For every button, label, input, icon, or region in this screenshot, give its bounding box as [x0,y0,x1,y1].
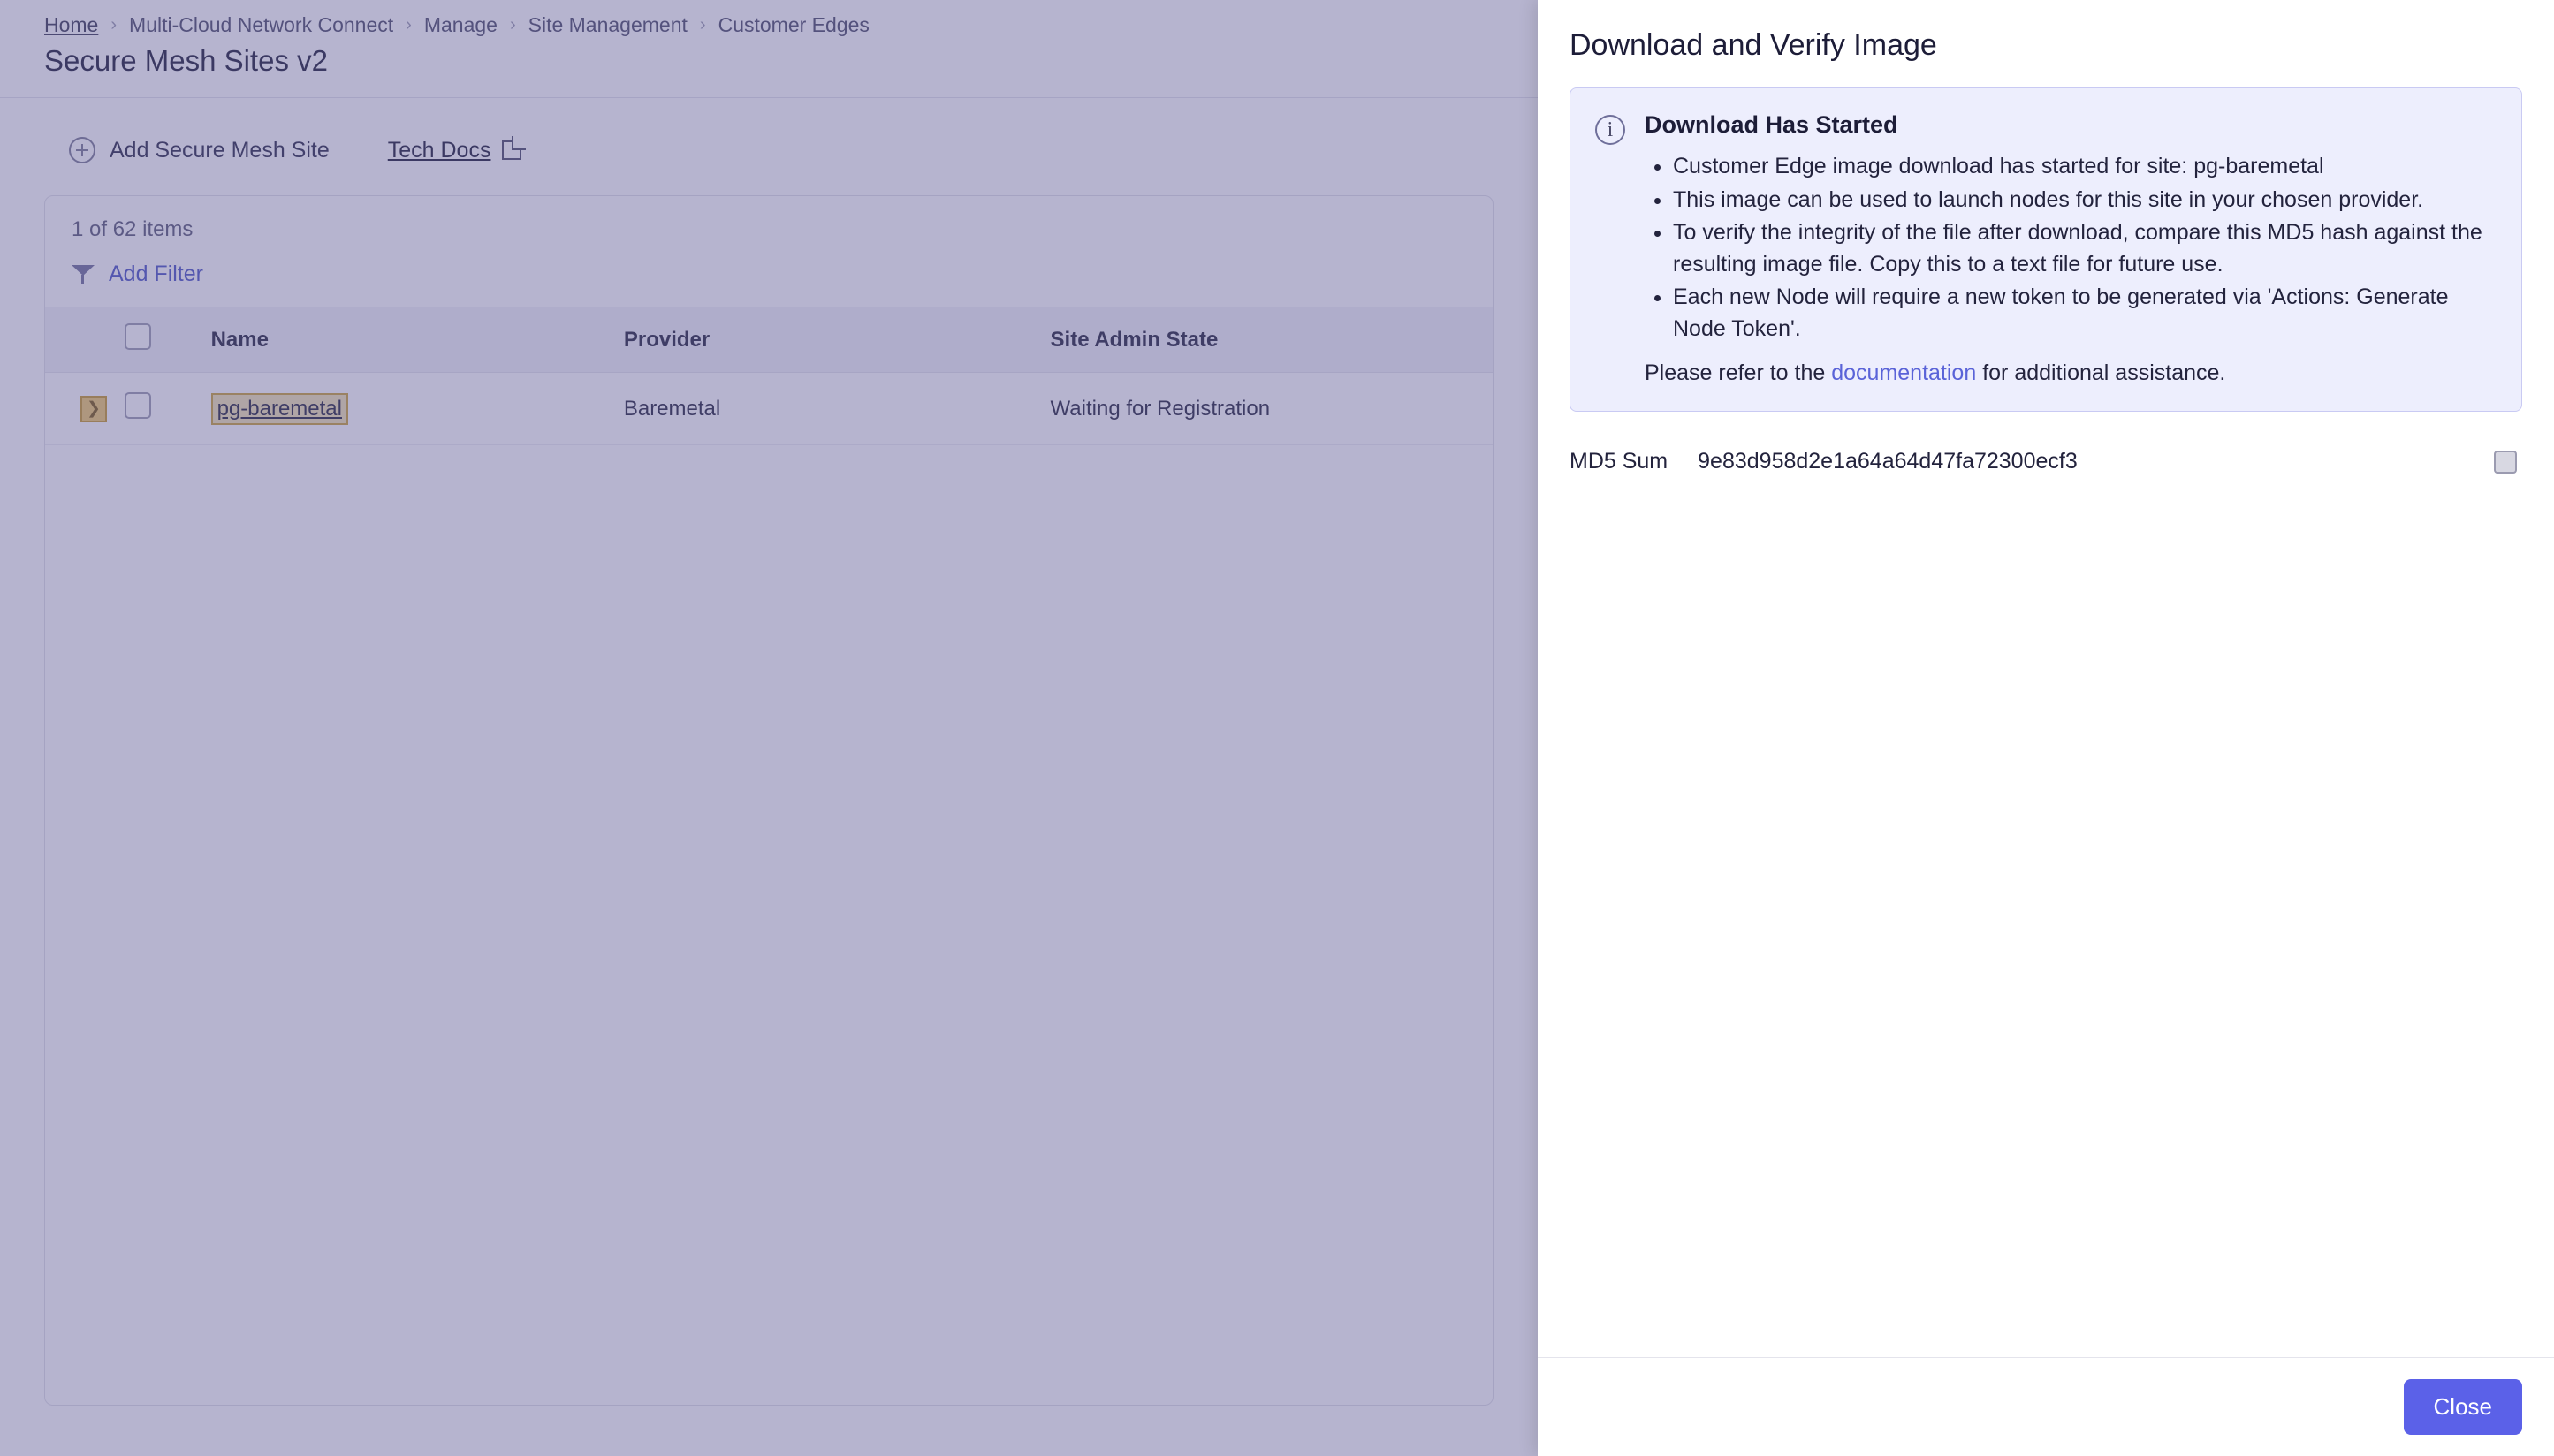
list-item: • This image can be used to launch nodes for this site in your chosen provider. [1673,185,2495,216]
row-select-cell [116,373,178,445]
drawer-footer [1538,1357,2554,1456]
list-item: • Customer Edge image download has started for site: pg-baremetal [1673,151,2495,183]
list-item: • To verify the integrity of the file after download, compare this MD5 hash against the resulting image file. Copy this to a text file for future use. [1673,217,2495,280]
breadcrumb-item-site-management[interactable]: Site Management [528,12,688,36]
add-secure-mesh-site-button[interactable] [69,137,330,163]
list-header [45,196,1493,242]
column-expander [45,307,116,373]
download-verify-drawer [1538,0,2554,1456]
breadcrumb-separator-icon: › [699,14,706,34]
column-header-name[interactable]: Name [178,307,596,373]
column-header-spacer [1475,307,1493,373]
drawer-title: Download and Verify Image [1570,28,1937,62]
column-header-provider[interactable]: Provider [596,307,1022,373]
column-header-site-admin-state[interactable]: Site Admin State [1022,307,1475,373]
md5-sum-label: MD5 Sum [1570,449,1668,474]
info-footer [1645,360,2495,386]
row-expander-cell [45,373,116,445]
sites-table [45,307,1493,445]
info-footer-suffix: for additional assistance. [1976,360,2226,385]
drawer-body [1538,87,2554,1357]
md5-sum-row [1570,449,2522,474]
breadcrumb-separator-icon: › [509,14,516,34]
add-filter-label: Add Filter [109,262,203,286]
row-checkbox[interactable] [125,392,151,419]
add-filter-button[interactable] [45,242,1493,307]
copy-icon[interactable] [2494,451,2517,474]
close-button[interactable]: Close [2404,1379,2522,1435]
external-link-icon [502,140,521,160]
tech-docs-label: Tech Docs [387,137,491,163]
row-name-cell [178,373,596,445]
add-secure-mesh-site-label: Add Secure Mesh Site [110,137,330,163]
row-spacer-cell [1475,373,1493,445]
breadcrumb-item-home[interactable]: Home [44,12,99,36]
sites-list-card [44,195,1494,1406]
breadcrumb [0,0,1538,35]
items-count: 1 of 62 items [72,217,194,241]
chevron-right-icon[interactable]: ❯ [80,396,107,422]
funnel-icon [72,265,95,284]
column-select-all [116,307,178,373]
row-provider-cell: Baremetal [596,373,1022,445]
breadcrumb-item-mcn[interactable]: Multi-Cloud Network Connect [129,12,394,36]
info-footer-prefix: Please refer to the [1645,360,1832,385]
breadcrumb-separator-icon: › [406,14,412,34]
page-title: Secure Mesh Sites v2 [44,44,328,77]
table-row[interactable] [45,373,1493,445]
documentation-link[interactable]: documentation [1831,360,1977,385]
breadcrumb-item-manage[interactable]: Manage [423,12,498,36]
md5-sum-value: 9e83d958d2e1a64a64d47fa72300ecf3 [1698,449,2078,474]
list-item: • Each new Node will require a new token to be generated via 'Actions: Generate Node Token'. [1673,282,2495,345]
row-site-admin-state-cell: Waiting for Registration [1022,373,1475,445]
info-circle-icon: i [1595,115,1625,145]
table-header-row [45,307,1493,373]
breadcrumb-separator-icon: › [110,14,118,34]
info-heading: Download Has Started [1645,111,1898,138]
download-started-info-box [1570,87,2522,412]
select-all-checkbox[interactable] [125,323,151,350]
info-content [1645,111,2495,386]
circle-plus-icon [69,137,95,163]
info-bullet-list [1648,151,2495,345]
site-name-link[interactable]: pg-baremetal [211,393,348,425]
breadcrumb-item-customer-edges[interactable]: Customer Edges [718,12,870,36]
tech-docs-link[interactable] [388,138,522,163]
page-toolbar [0,98,1538,179]
